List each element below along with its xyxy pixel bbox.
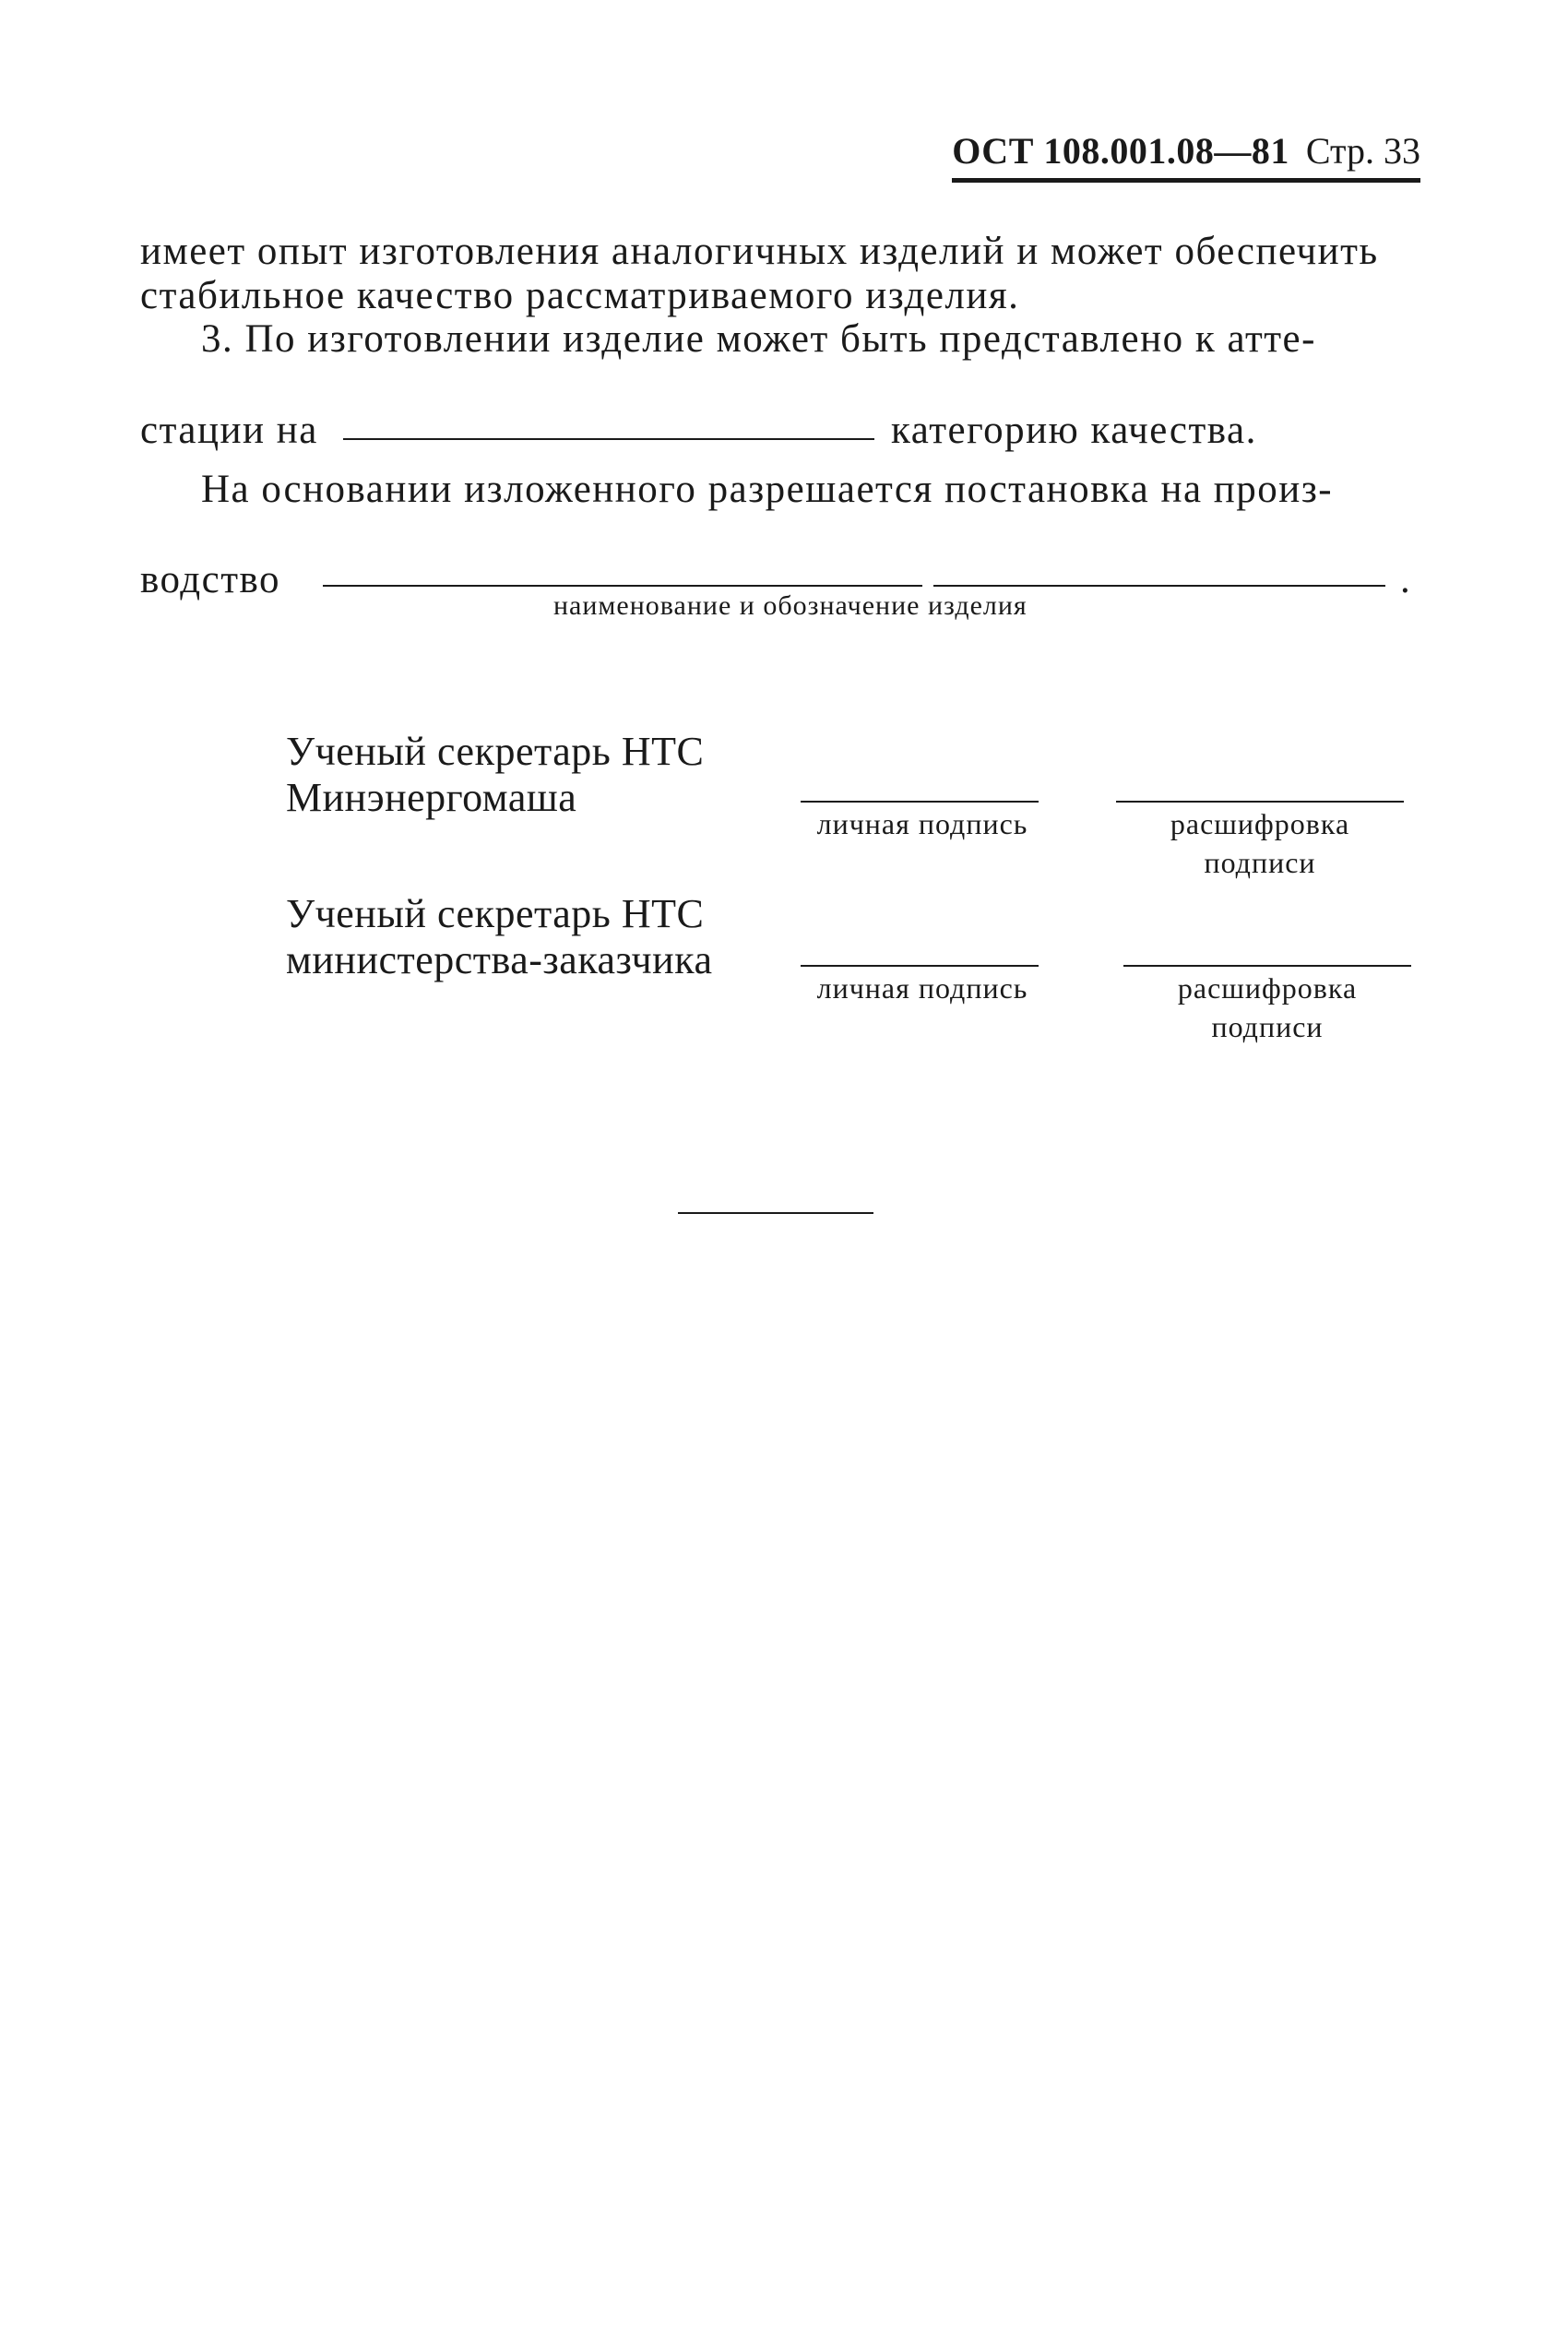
signatory-2-decoding-line: [1123, 965, 1411, 967]
signatory-1-decoding-caption-line-1: расшифровка: [1170, 807, 1350, 840]
signatory-1-decoding-caption-line-2: подписи: [1204, 846, 1316, 879]
text-line-3: 3. По изготовлении изделие может быть представлено к атте-: [201, 317, 1316, 361]
text-line-5: На основании изложенного разрешается постановка на произ-: [201, 468, 1334, 511]
signatory-1-decoding-line: [1116, 801, 1404, 803]
signatory-2-signature-caption: личная подпись: [816, 971, 1028, 1005]
signatory-2-signature-line: [801, 965, 1039, 967]
text-line-2: стабильное качество рассматриваемого изделия.: [140, 274, 1020, 317]
document-code: ОСТ 108.001.08—81: [952, 130, 1289, 172]
quality-category-blank: [343, 438, 874, 440]
text-line-4-suffix: категорию качества.: [891, 409, 1257, 452]
product-name-caption: наименование и обозначение изделия: [553, 590, 1028, 621]
signatory-2-title-line-1: Ученый секретарь НТС: [286, 891, 705, 936]
signatory-2-decoding-caption-line-1: расшифровка: [1177, 971, 1358, 1005]
signatory-1-signature-caption: личная подпись: [816, 807, 1028, 840]
end-of-document-rule: [678, 1212, 873, 1214]
signatory-2-title: [286, 891, 712, 983]
signatory-2-decoding-caption-line-2: подписи: [1211, 1010, 1324, 1043]
page-header: [952, 129, 1420, 183]
signatory-2-title-line-2: министерства-заказчика: [286, 937, 713, 982]
signatory-1-decoding-caption: [1116, 804, 1404, 882]
page-number: Стр. 33: [1305, 130, 1420, 172]
signatory-1-signature-line: [801, 801, 1039, 803]
text-line-6-prefix: водство: [140, 558, 281, 601]
signatory-2-decoding-caption: [1123, 969, 1411, 1046]
product-name-blank-1: [323, 585, 922, 587]
product-name-blank-2: [933, 585, 1385, 587]
signatory-1-title-line-2: Минэнергомаша: [286, 775, 577, 820]
text-line-1: имеет опыт изготовления аналогичных изделий и может обеспечить: [140, 230, 1379, 273]
signatory-1-title-line-1: Ученый секретарь НТС: [286, 729, 705, 774]
signatory-1-title: [286, 729, 704, 821]
text-line-6-end: .: [1400, 558, 1412, 601]
text-line-4-prefix: стации на: [140, 409, 318, 452]
